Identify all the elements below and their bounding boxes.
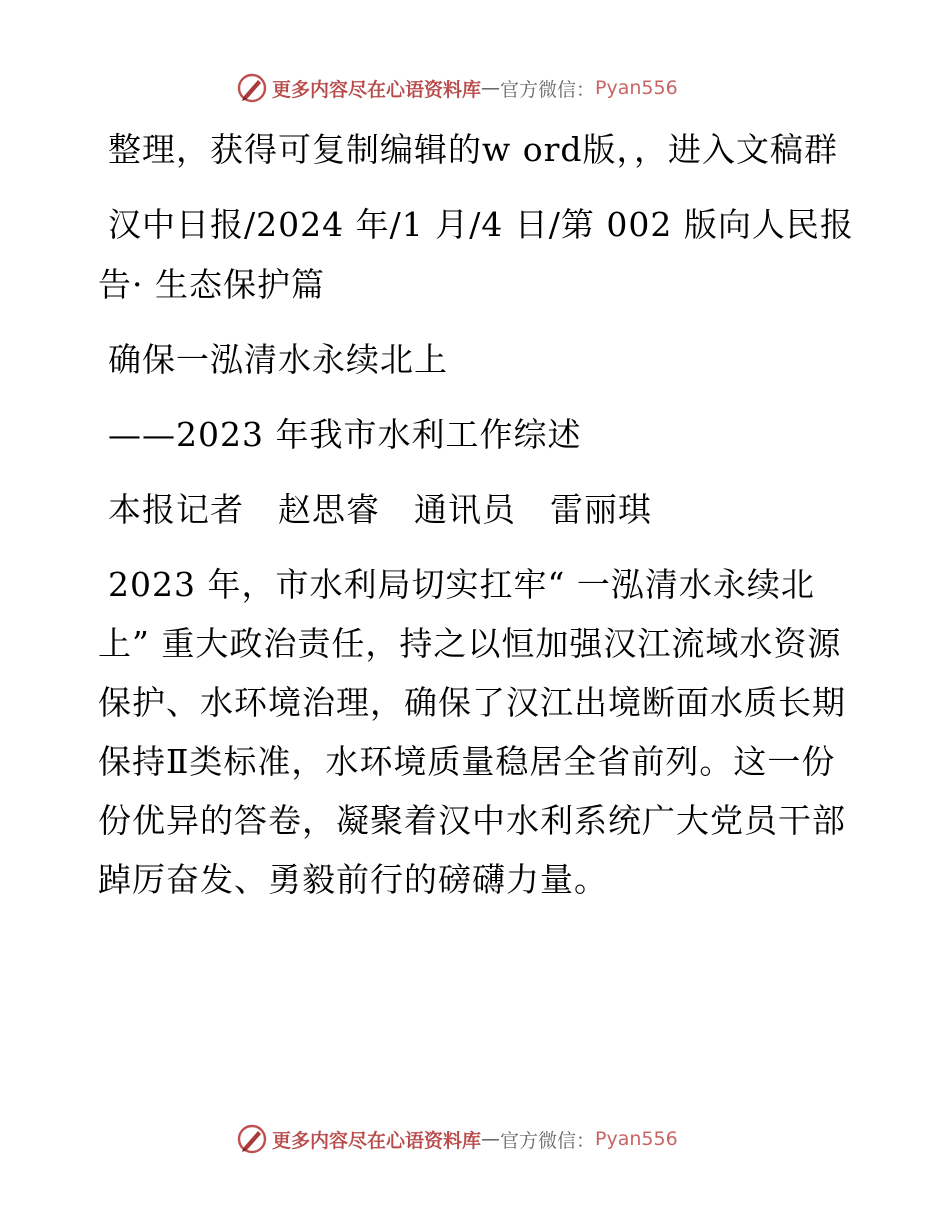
document-body	[98, 120, 858, 924]
source-line: 汉中日报/2024 年/1 月/4 日/第 002 版向人民报告· 生态保护篇	[98, 205, 854, 304]
article-subheadline: ——2023 年我市水利工作综述	[108, 415, 582, 454]
pen-circle-logo-icon	[236, 72, 268, 104]
article-headline: 确保一泓清水永续北上	[108, 340, 448, 379]
intro-paragraph: 整理，获得可复制编辑的w ord版，，进入文稿群	[108, 130, 839, 169]
header-watermark	[236, 72, 678, 104]
watermark-text: 更多内容尽在心语资料库	[272, 78, 482, 101]
article-body-paragraph: 2023 年，市水利局切实扛牢“ 一泓清水永续北上” 重大政治责任，持之以恒加强汉江流域水资源保护、水环境治理，确保了汉江出境断面水质长期保持Ⅱ类标准，水环境质量稳居全省前列。这一份份优异的答卷，凝聚着汉中水利系统广大党员干部踔厉奋发、勇毅前行的磅礴力量。	[98, 565, 846, 899]
footer-watermark	[236, 1123, 678, 1155]
watermark-dash: —	[481, 77, 501, 99]
pen-circle-logo-icon	[236, 1123, 268, 1155]
article-byline: 本报记者 赵思睿 通讯员 雷丽琪	[108, 490, 652, 529]
watermark-contact-label: 官方微信：	[500, 78, 596, 101]
watermark-dash: —	[481, 1128, 501, 1150]
watermark-wechat-handle: Pyan556	[595, 1128, 678, 1150]
watermark-text: 更多内容尽在心语资料库	[272, 1129, 482, 1152]
watermark-contact-label: 官方微信：	[500, 1129, 596, 1152]
watermark-wechat-handle: Pyan556	[595, 77, 678, 99]
